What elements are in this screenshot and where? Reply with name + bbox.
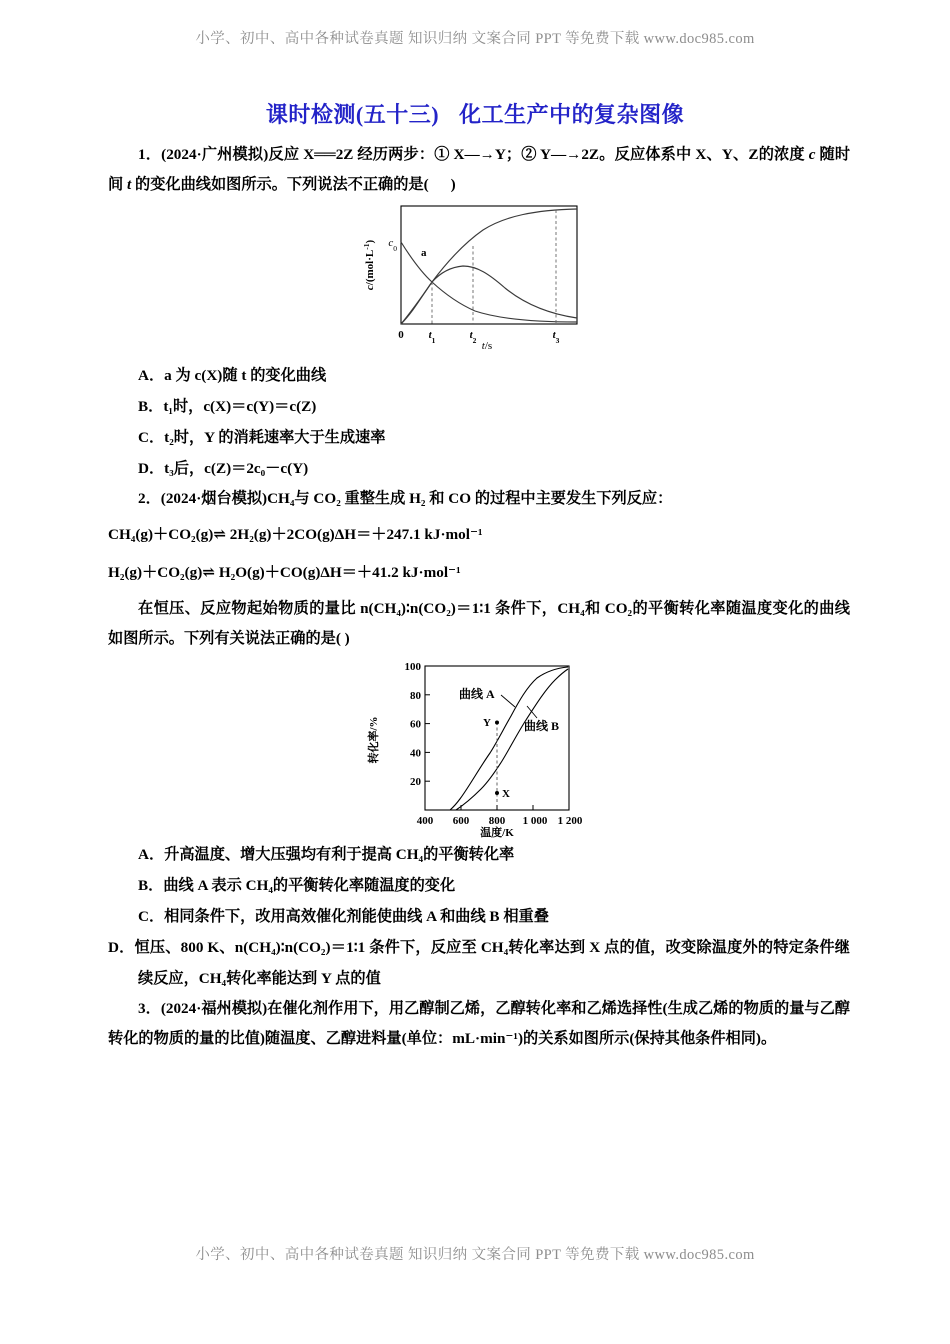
chart-1-xtick-t1: $t_1$	[428, 329, 436, 345]
chart-1-xtick-t2: $t_2$	[469, 329, 477, 345]
chart-1-ylabel: $c/(mol\cdot L^{-1})$	[361, 239, 376, 291]
chart-1-c0-label: $c_0$	[388, 237, 397, 253]
question-1-stem-line2a: 的浓度	[758, 146, 809, 163]
question-2-option-a	[108, 839, 850, 870]
question-2-equation-1: CH₄(g)＋CO₂(g)⇌ 2H₂(g)＋2CO(g)ΔH＝＋247.1 kJ·mol⁻¹	[108, 526, 483, 543]
chart-2-ylabel-60: 60	[410, 718, 421, 731]
question-3-stem-text: 在催化剂作用下，用乙醇制乙烯，乙醇转化率和乙烯选择性(生成乙烯的物质的量与乙醇转化的物质的量的比值)随温度、乙醇进料量(单位：mL·min⁻¹)的关系如图所示(保持其他条件相同)。	[108, 1000, 850, 1047]
page-title	[0, 98, 950, 129]
chart-2-xlabel-400: 400	[416, 815, 434, 827]
question-1-stem-line1: 反应 X══2Z 经历两步：① X—→Y；② Y—→2Z。反应体系中 X、Y、Z	[268, 146, 759, 163]
watermark-footer: 小学、初中、高中各种试卷真题 知识归纳 文案合同 PPT 等免费下载 www.doc985.com	[195, 1247, 755, 1263]
option-label: B．	[138, 398, 164, 415]
question-2-stem-line1: CH₄与 CO₂ 重整生成 H₂ 和 CO 的过程中主要发生下列反应：	[267, 490, 673, 507]
document-content	[108, 140, 850, 1054]
option-text: 恒压、800 K、n(CH₄)∶n(CO₂)＝1∶1 条件下，反应至 CH₄转化率达到 X 点的值，改变除温度外的特定条件继续反应，CH₄转化率能达到 Y 点的值	[134, 939, 850, 987]
chart-1-annotation-a: a	[421, 247, 427, 259]
question-3-stem	[108, 994, 850, 1054]
option-text: a 为 c(X)随 t 的变化曲线	[164, 367, 327, 384]
chart-1-plot-frame	[401, 206, 577, 324]
var-c: c	[808, 146, 816, 163]
chart-1-svg	[359, 200, 599, 350]
var-t: t	[126, 176, 132, 193]
question-2-number: 2．	[138, 490, 161, 507]
figure-2-inner	[359, 654, 599, 839]
question-2-option-b	[108, 870, 850, 901]
chart-2-xlabel-800: 800	[488, 815, 506, 827]
option-label: A．	[138, 846, 165, 863]
question-2-source: (2024·烟台模拟)	[160, 490, 268, 507]
question-1-number: 1．	[138, 146, 162, 163]
question-2-option-c	[108, 901, 850, 932]
chart-2-annotation-curve-a: 曲线 A	[459, 687, 495, 701]
question-3-source: (2024·福州模拟)	[160, 1000, 268, 1017]
question-1-stem-line2e: )	[450, 176, 456, 193]
chart-2-marker-y	[495, 721, 499, 725]
question-3-number: 3．	[138, 1000, 161, 1017]
question-1-stem	[108, 140, 850, 200]
question-2-equation-2: H₂(g)＋CO₂(g)⇌ H₂O(g)＋CO(g)ΔH＝＋41.2 kJ·mol⁻¹	[108, 564, 461, 581]
option-text: t₁时，c(X)＝c(Y)＝c(Z)	[163, 398, 317, 415]
option-label: B．	[138, 877, 164, 894]
question-2-option-d	[108, 932, 850, 994]
chart-1-curve-x	[401, 242, 577, 322]
question-1-stem-line2b: 随时间	[108, 146, 851, 193]
option-label: D．	[108, 939, 135, 956]
option-text: 曲线 A 表示 CH₄的平衡转化率随温度的变化	[163, 877, 456, 894]
chart-2-marker-x-label: X	[502, 788, 510, 800]
chart-2-ylabel-80: 80	[410, 689, 421, 702]
question-1-option-d	[108, 453, 850, 484]
option-label: D．	[138, 460, 165, 477]
chart-1-xtick-t3: $t_3$	[552, 329, 560, 345]
page-title-sub: 化工生产中的复杂图像	[459, 102, 685, 127]
option-text: t₃后，c(Z)＝2c₀－c(Y)	[164, 460, 309, 477]
question-2-stem-2: 在恒压、反应物起始物质的量比 n(CH₄)∶n(CO₂)＝1∶1 条件下，CH₄和 CO₂的平衡转化率随温度变化的曲线如图所示。下列有关说法正确的是( )	[108, 600, 850, 647]
watermark-header: 小学、初中、高中各种试卷真题 知识归纳 文案合同 PPT 等免费下载 www.doc985.com	[195, 31, 755, 47]
chart-1-curve-z	[401, 209, 577, 324]
question-1-stem-line2d: 的变化曲线如图所示。下列说法不正确的是(	[131, 176, 429, 193]
option-text: 升高温度、增大压强均有利于提高 CH₄的平衡转化率	[164, 846, 515, 863]
chart-2-xlabel-1000: 1 000	[522, 815, 548, 827]
chart-1-xtick-0: 0	[398, 329, 404, 341]
question-1-option-a	[108, 360, 850, 391]
chart-2-marker-x	[495, 791, 499, 795]
figure-1	[108, 200, 850, 360]
question-1-option-c	[108, 422, 850, 453]
figure-2	[108, 654, 850, 839]
figure-1-inner	[359, 200, 599, 350]
question-2-stem	[108, 484, 850, 514]
chart-2-annotation-curve-b: 曲线 B	[524, 719, 560, 733]
page-title-main: 课时检测(五十三)	[265, 102, 440, 127]
chart-2-xlabel-600: 600	[452, 815, 470, 827]
option-label: C．	[138, 908, 165, 925]
question-1-source: (2024·广州模拟)	[161, 146, 269, 163]
chart-1-xlabel: t/s	[481, 340, 493, 350]
chart-2-xlabel: 温度/K	[480, 827, 514, 839]
chart-2-leader-a	[501, 695, 515, 707]
chart-2-ylabel-20: 20	[410, 776, 421, 789]
chart-2-svg	[359, 654, 599, 839]
chart-2-ylabel-100: 100	[404, 661, 421, 673]
option-label: C．	[138, 429, 165, 446]
question-1-option-b	[108, 391, 850, 422]
chart-2-ylabel: 转化率/%	[368, 716, 380, 764]
option-label: A．	[138, 367, 165, 384]
option-text: 相同条件下，改用高效催化剂能使曲线 A 和曲线 B 相重叠	[164, 908, 549, 925]
chart-2-ylabel-40: 40	[410, 747, 421, 760]
option-text: t₂时，Y 的消耗速率大于生成速率	[164, 429, 386, 446]
chart-2-marker-y-label: Y	[483, 717, 491, 729]
chart-2-xlabel-1200: 1 200	[557, 815, 583, 827]
